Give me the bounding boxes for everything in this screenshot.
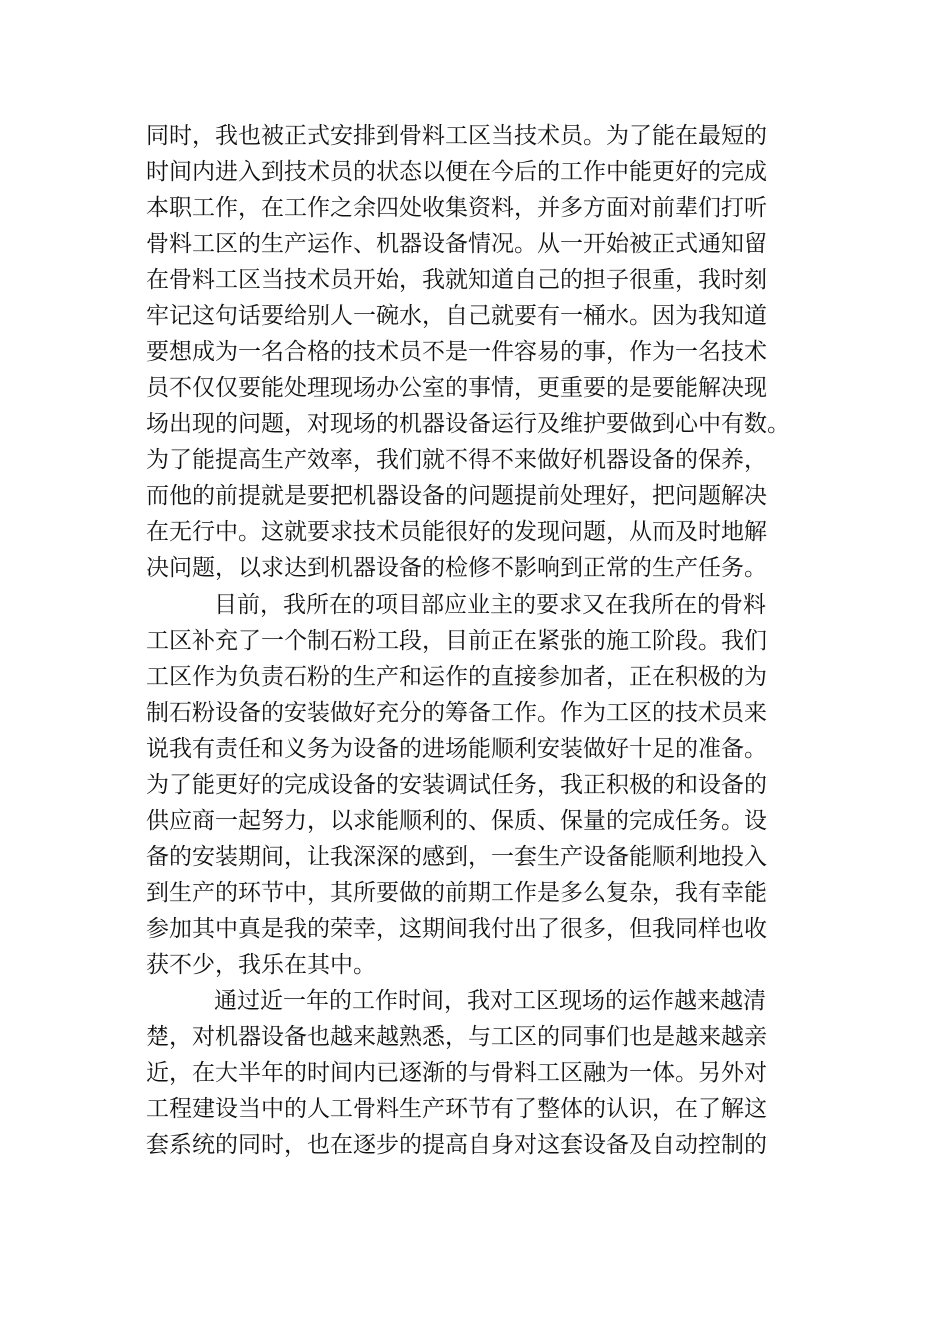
text-line: 决问题，以求达到机器设备的检修不影响到正常的生产任务。 bbox=[146, 555, 767, 581]
text-line: 工区作为负责石粉的生产和运作的直接参加者，正在积极的为 bbox=[146, 664, 767, 690]
text-line: 制石粉设备的安装做好充分的筹备工作。作为工区的技术员来 bbox=[146, 700, 767, 726]
text-line: 楚，对机器设备也越来越熟悉，与工区的同事们也是越来越亲 bbox=[146, 1024, 767, 1050]
text-line: 同时，我也被正式安排到骨料工区当技术员。为了能在最短的 bbox=[146, 123, 767, 149]
paragraph-first-line: 通过近一年的工作时间，我对工区现场的运作越来越清 bbox=[214, 988, 766, 1014]
text-line: 为了能提高生产效率，我们就不得不来做好机器设备的保养， bbox=[146, 447, 767, 473]
text-line: 要想成为一名合格的技术员不是一件容易的事，作为一名技术 bbox=[146, 339, 767, 365]
text-line: 骨料工区的生产运作、机器设备情况。从一开始被正式通知留 bbox=[146, 231, 767, 257]
text-line: 套系统的同时，也在逐步的提高自身对这套设备及自动控制的 bbox=[146, 1132, 767, 1158]
text-line: 工程建设当中的人工骨料生产环节有了整体的认识，在了解这 bbox=[146, 1096, 767, 1122]
text-line: 为了能更好的完成设备的安装调试任务，我正积极的和设备的 bbox=[146, 772, 767, 798]
text-line: 工区补充了一个制石粉工段，目前正在紧张的施工阶段。我们 bbox=[146, 628, 767, 654]
text-line: 时间内进入到技术员的状态以便在今后的工作中能更好的完成 bbox=[146, 159, 767, 185]
text-line: 到生产的环节中，其所要做的前期工作是多么复杂，我有幸能 bbox=[146, 880, 767, 906]
text-line: 近，在大半年的时间内已逐渐的与骨料工区融为一体。另外对 bbox=[146, 1060, 767, 1086]
text-line: 员不仅仅要能处理现场办公室的事情，更重要的是要能解决现 bbox=[146, 375, 767, 401]
text-line: 本职工作，在工作之余四处收集资料，并多方面对前辈们打听 bbox=[146, 195, 767, 221]
text-line: 在骨料工区当技术员开始，我就知道自己的担子很重，我时刻 bbox=[146, 267, 767, 293]
text-line: 牢记这句话要给别人一碗水，自己就要有一桶水。因为我知道 bbox=[146, 303, 767, 329]
text-line: 参加其中真是我的荣幸，这期间我付出了很多，但我同样也收 bbox=[146, 916, 767, 942]
text-line: 场出现的问题，对现场的机器设备运行及维护要做到心中有数。 bbox=[146, 411, 790, 437]
text-line: 获不少，我乐在其中。 bbox=[146, 952, 376, 978]
paragraph-first-line: 目前，我所在的项目部应业主的要求又在我所在的骨料 bbox=[214, 592, 766, 618]
text-line: 供应商一起努力，以求能顺利的、保质、保量的完成任务。设 bbox=[146, 808, 767, 834]
text-line: 在无行中。这就要求技术员能很好的发现问题，从而及时地解 bbox=[146, 519, 767, 545]
text-line: 备的安装期间，让我深深的感到，一套生产设备能顺利地投入 bbox=[146, 844, 767, 870]
text-line: 说我有责任和义务为设备的进场能顺利安装做好十足的准备。 bbox=[146, 736, 767, 762]
text-line: 而他的前提就是要把机器设备的问题提前处理好，把问题解决 bbox=[146, 483, 767, 509]
